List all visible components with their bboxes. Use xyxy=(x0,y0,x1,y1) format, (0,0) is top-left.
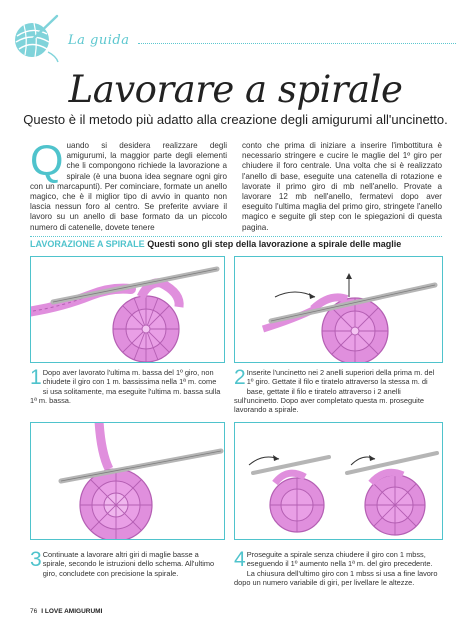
yarn-ball-crochet-hook-icon xyxy=(8,12,60,64)
step-3-text: Continuate a lavorare altri giri di maglie basse a spirale, secondo le istruzioni dello schema. All'ultimo giro, concludete con precisione la spirale. xyxy=(42,550,215,578)
page-footer xyxy=(30,608,102,615)
step-2-number: 2 xyxy=(234,366,246,389)
drop-cap: Q xyxy=(30,137,64,185)
section-heading-accent: LAVORAZIONE A SPIRALE xyxy=(30,239,145,249)
section-heading-text: Questi sono gli step della lavorazione a spirale delle maglie xyxy=(147,239,402,249)
step-3-number: 3 xyxy=(30,548,42,571)
page-title: Lavorare a spirale xyxy=(68,68,403,111)
step-4-text: Proseguite a spirale senza chiudere il giro con 1 mbss, eseguendo il 1º aumento nella 1ª m. del giro precedente. La chiusura dell'ultimo giro con 1 mbss si usa a fine lavoro dopo un numero variabile di giri, per livellare le altezze. xyxy=(234,550,438,587)
section-label: La guida xyxy=(68,33,130,48)
step-2-illustration xyxy=(234,256,443,363)
step-2-caption xyxy=(234,368,441,414)
step-3-caption xyxy=(30,550,223,578)
step-1-caption xyxy=(30,368,223,405)
magazine-brand: I LOVE AMIGURUMI xyxy=(41,608,103,615)
step-1-number: 1 xyxy=(30,366,42,389)
section-heading xyxy=(30,239,401,249)
step-1-text: Dopo aver lavorato l'ultima m. bassa del 1º giro, non chiudete il giro con 1 m. bassissima nella 1ª m. come si usa solitamente, ma eseguite l'ultima m. bassa sulla 1ª m. bassa. xyxy=(30,368,221,405)
section-divider xyxy=(30,236,442,237)
step-4-caption xyxy=(234,550,441,587)
intro-column-left xyxy=(30,137,227,233)
page-number: 76 xyxy=(30,608,38,615)
intro-column-right: conto che prima di iniziare a inserire l'imbottitura è necessario stringere e cucire le maglie del 1º giro per chiudere il foro centrale. Una volta che si è realizzato l'anello di base, eseguite una catenella di rotazione e lavorate il primo giro di mb nell'anello. Provate a lavorare 12 mb nell'anello, fermatevi dopo aver eseguito l'ultima maglia del primo giro, stringete l'anello magico e seguite gli step con le spiegazioni di questa pagina. xyxy=(242,141,442,232)
step-4-number: 4 xyxy=(234,548,246,571)
step-4-illustration xyxy=(234,422,443,540)
intro-text-left: uando si desidera realizzare degli amigurumi, la maggior parte degli elementi che li compongono richiede la lavorazione a spirale (è una buona idea segnare ogni giro con un marcapunti). Per cominciare, formate un anello magico, che è il miglior tipo di avvio in quanto non lascia nessun foro al centro. Se preferite avviare il lavoro su un anello di base formato da un piccolo numero di catenelle, dovete tenere xyxy=(30,141,227,232)
step-2-text: Inserite l'uncinetto nei 2 anelli superiori della prima m. del 1º giro. Gettate il filo e tiratelo attraverso la stessa m. di base, gettate il filo e tiratelo attraverso i 2 anelli sull'uncinetto. Dopo aver completato questa m. proseguite lavorando a spirale. xyxy=(234,368,435,415)
page-subtitle: Questo è il metodo più adatto alla creazione degli amigurumi all'uncinetto. xyxy=(23,112,448,127)
step-1-illustration xyxy=(30,256,225,363)
step-3-illustration xyxy=(30,422,225,540)
header-divider xyxy=(138,43,456,44)
